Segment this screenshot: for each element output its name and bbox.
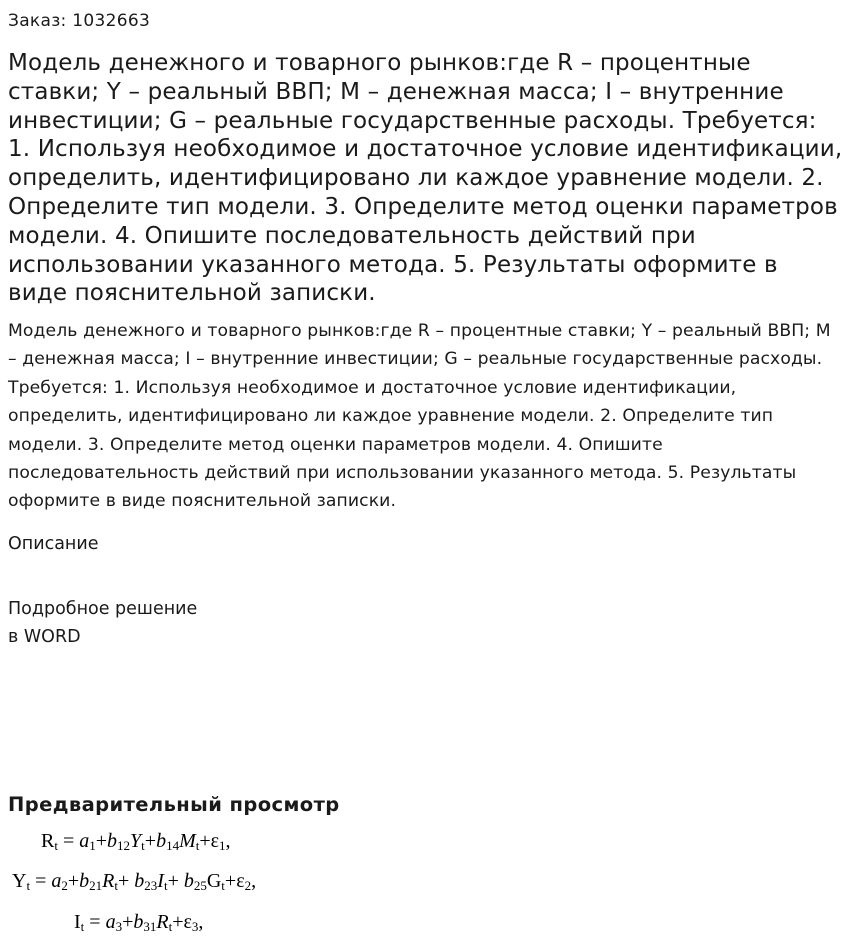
description-text: Модель денежного и товарного рынков:где R – процентные ставки; Y – реальный ВВП; M – денежная масса; I – внутренние инвестиции; G – реальные государственные расходы. Требуется: 1. Используя необходимое и достаточное условие идентификации, определить, идентифицировано ли каждое уравнение модели. 2. Определите тип модели. 3. Определите метод оценки параметров модели. 4. Опишите последовательность действий при использовании указанного метода. 5. Результаты оформите в виде пояснительной записки. (8, 321, 831, 512)
formula-rate: $R_t = a_1+b_{12}Y_t+b_{14}M_t+\varepsilon_1$, (41, 830, 231, 853)
page-title: Модель денежного и товарного рынков:где R – процентные ставки; Y – реальный ВВП; M – денежная масса; I – внутренние инвестиции; G – реальные государственные расходы. Требуется: 1. Используя необходимое и достаточное условие идентификации, определить, идентифицировано ли каждое уравнение модели. 2. Определите тип модели. 3. Определите метод оценки параметров модели. 4. Опишите последовательность действий при использовании указанного метода. 5. Результаты оформите в виде пояснительной записки. (8, 50, 843, 307)
description-label: Описание (8, 534, 99, 554)
order-number: Заказ: 1032663 (8, 11, 151, 31)
formula-investment: $I_t = a_3+b_{31}R_t+\varepsilon_3$, (74, 911, 204, 934)
solution-format-line-1: Подробное решение (8, 599, 198, 619)
solution-format-note (8, 595, 197, 651)
solution-format-line-2: в WORD (8, 627, 81, 647)
formula-gdp: $Y_t = a_2+b_{21}R_t+ b_{23}I_t+ b_{25}G_t+\varepsilon_2$, (12, 870, 257, 893)
preview-title: Предварительный просмотр (8, 793, 340, 816)
